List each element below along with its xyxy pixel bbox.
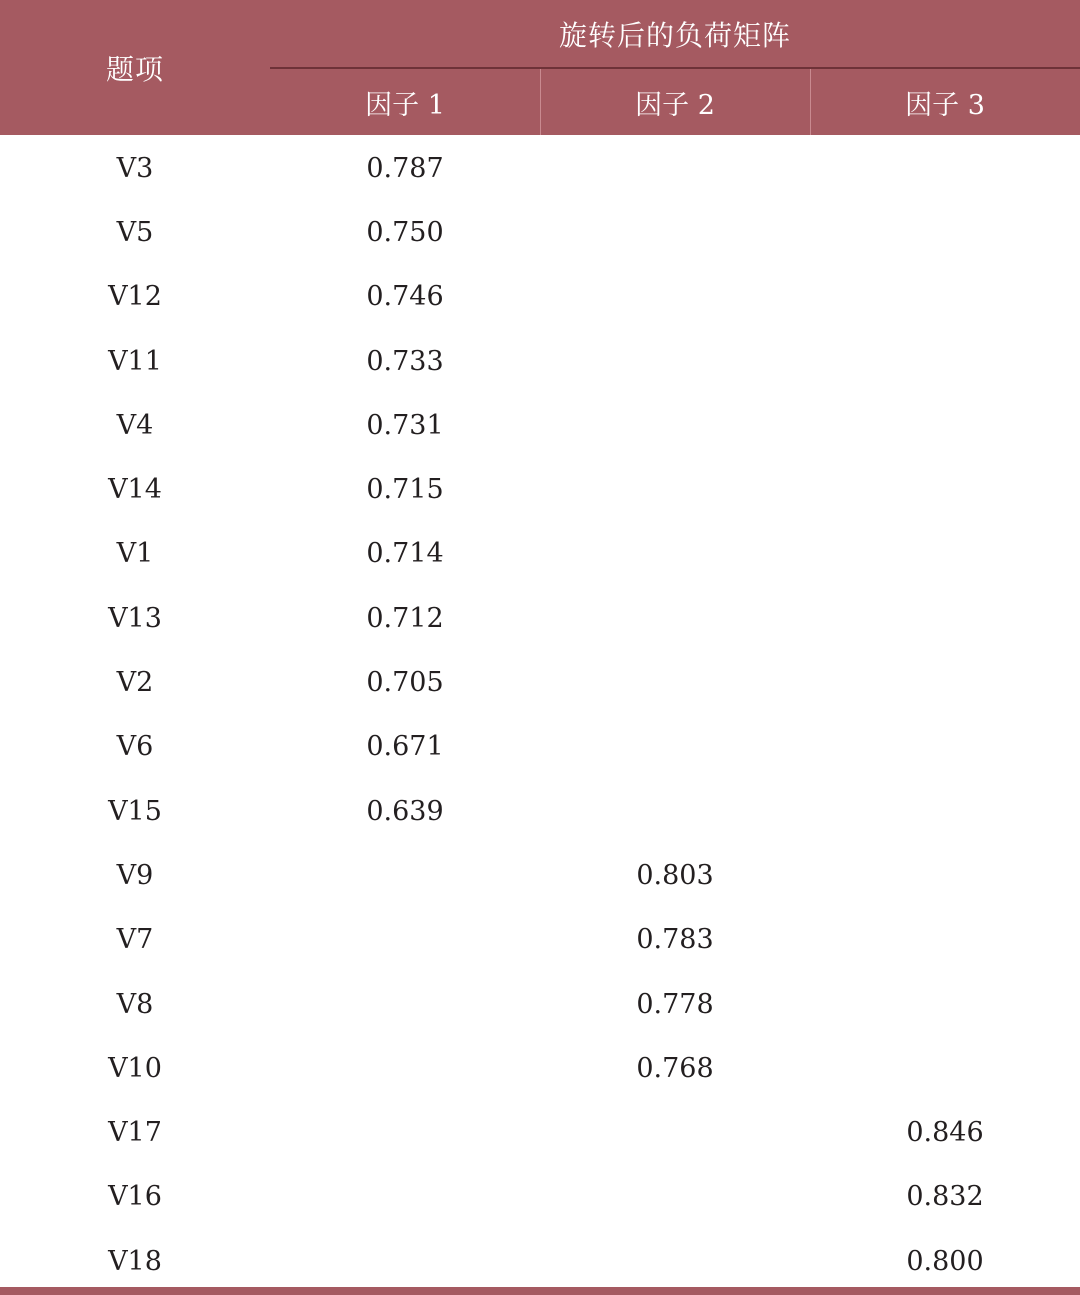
item-cell: V10 [108, 1052, 162, 1084]
table-row [0, 1100, 1080, 1164]
factor-2-cell [540, 457, 810, 521]
table-row [0, 457, 1080, 521]
factor-2-cell [540, 393, 810, 457]
factor-3-cell [810, 843, 1080, 907]
factor-1-cell: 0.639 [366, 795, 444, 827]
factor-2-cell [540, 586, 810, 650]
factor-3-cell [810, 908, 1080, 972]
table-row [0, 972, 1080, 1036]
item-cell: V5 [116, 216, 154, 248]
item-cell: V17 [108, 1117, 162, 1149]
factor-1-cell: 0.705 [366, 667, 444, 699]
factor-2-cell [540, 650, 810, 714]
item-cell: V9 [116, 859, 154, 891]
factor-3-cell [810, 586, 1080, 650]
factor-1-cell: 0.712 [366, 602, 444, 634]
factor-2-cell [540, 329, 810, 393]
factor-1-cell [270, 1100, 540, 1164]
table-row [0, 329, 1080, 393]
factor-3-cell [810, 650, 1080, 714]
factor-1-cell: 0.733 [366, 345, 444, 377]
item-column-header: 题项 [105, 52, 164, 86]
table-row [0, 200, 1080, 264]
item-cell: V16 [108, 1181, 162, 1213]
table-row [0, 1036, 1080, 1100]
item-cell: V14 [108, 474, 162, 506]
factor-2-cell [540, 779, 810, 843]
factor-3-cell [810, 1036, 1080, 1100]
factor-2-cell [540, 522, 810, 586]
factor-3-cell: 0.832 [906, 1181, 984, 1213]
factor-1-cell: 0.714 [366, 538, 444, 570]
factor-1-cell [270, 1165, 540, 1229]
item-cell: V7 [116, 924, 154, 956]
factor-3-cell [810, 265, 1080, 329]
item-cell: V18 [108, 1245, 162, 1277]
factor-3-cell [810, 522, 1080, 586]
factor-1-cell [270, 972, 540, 1036]
factor-1-cell: 0.787 [366, 152, 444, 184]
table-row [0, 586, 1080, 650]
table-row [0, 908, 1080, 972]
table-row [0, 522, 1080, 586]
factor-1-cell [270, 1229, 540, 1293]
table-row [0, 265, 1080, 329]
table-row [0, 1165, 1080, 1229]
factor-3-cell [810, 715, 1080, 779]
factor-1-cell: 0.671 [366, 731, 444, 763]
factor-1-cell: 0.715 [366, 474, 444, 506]
factor-2-cell [540, 1229, 810, 1293]
factor-2-cell: 0.768 [636, 1052, 714, 1084]
table-row [0, 136, 1080, 200]
table-row [0, 393, 1080, 457]
table-row [0, 650, 1080, 714]
factor-2-cell: 0.778 [636, 988, 714, 1020]
factor-1-cell [270, 843, 540, 907]
factor-1-cell: 0.750 [366, 216, 444, 248]
factor-1-cell [270, 1036, 540, 1100]
factor-3-cell [810, 393, 1080, 457]
table-bottom-rule [0, 1287, 1080, 1295]
factor-1-cell: 0.746 [366, 281, 444, 313]
item-cell: V2 [116, 667, 154, 699]
factor-2-cell [540, 136, 810, 200]
factor-3-cell [810, 779, 1080, 843]
table-row [0, 715, 1080, 779]
factor-2-cell [540, 1100, 810, 1164]
factor-3-cell [810, 200, 1080, 264]
item-cell: V13 [108, 602, 162, 634]
factor-1-cell: 0.731 [366, 409, 444, 441]
factor-2-cell [540, 200, 810, 264]
item-cell: V11 [108, 345, 162, 377]
item-cell: V12 [108, 281, 162, 313]
table-header [0, 0, 1080, 135]
factor-3-cell [810, 972, 1080, 1036]
factor-3-cell: 0.846 [906, 1117, 984, 1149]
item-cell: V15 [108, 795, 162, 827]
factor-3-header: 因子 3 [905, 89, 985, 121]
factor-2-cell [540, 265, 810, 329]
factor-3-cell [810, 457, 1080, 521]
factor-3-cell: 0.800 [906, 1245, 984, 1277]
factor-2-cell: 0.783 [636, 924, 714, 956]
factor-3-cell [810, 329, 1080, 393]
rotated-loading-matrix-header: 旋转后的负荷矩阵 [558, 19, 791, 52]
item-cell: V6 [116, 731, 154, 763]
factor-1-cell [270, 908, 540, 972]
table-row [0, 843, 1080, 907]
factor-2-cell [540, 715, 810, 779]
item-cell: V1 [116, 538, 154, 570]
factor-2-cell: 0.803 [636, 859, 714, 891]
table-row [0, 1229, 1080, 1293]
table-body [0, 136, 1080, 1293]
factor-1-header: 因子 1 [365, 89, 445, 121]
item-cell: V3 [116, 152, 154, 184]
table-row [0, 779, 1080, 843]
factor-2-cell [540, 1165, 810, 1229]
item-cell: V8 [116, 988, 154, 1020]
factor-2-header: 因子 2 [635, 89, 715, 121]
factor-3-cell [810, 136, 1080, 200]
item-cell: V4 [116, 409, 154, 441]
